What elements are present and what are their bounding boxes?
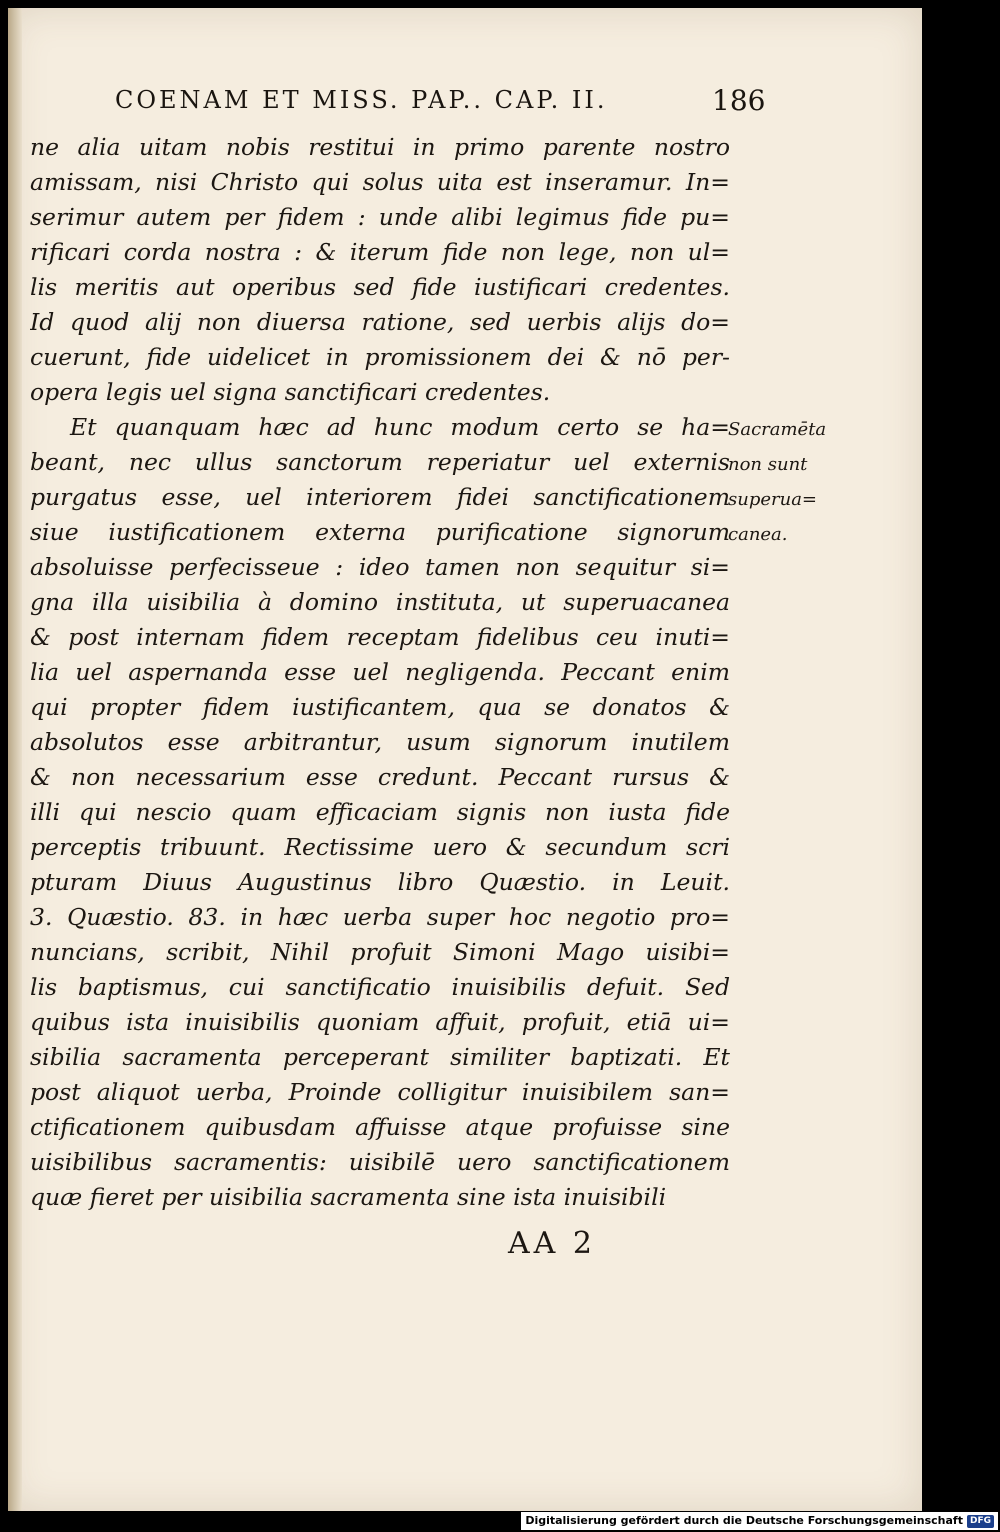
text-block — [30, 130, 730, 1215]
text-line: siue iustificationem externa purificatione signorum — [30, 518, 730, 546]
text-line: & non necessarium esse credunt. Peccant rursus & — [30, 763, 730, 791]
text-line: rificari corda nostra : & iterum fide non lege, non ul= — [30, 238, 730, 266]
text-line: absolutos esse arbitrantur, usum signorum inutilem — [30, 728, 730, 756]
text-line: illi qui nescio quam efficaciam signis non iusta fide — [30, 798, 730, 826]
text-line: ne alia uitam nobis restitui in primo parente nostro — [30, 133, 730, 161]
marginal-note-line: superua= — [728, 489, 818, 510]
text-line: beant, nec ullus sanctorum reperiatur uel externis — [30, 448, 730, 476]
dfg-logo-icon: DFG — [967, 1515, 994, 1528]
text-line: quibus ista inuisibilis quoniam affuit, profuit, etiā ui= — [30, 1008, 730, 1036]
text-line: amissam, nisi Christo qui solus uita est inseramur. In= — [30, 168, 730, 196]
page-gutter-edge — [8, 8, 22, 1511]
text-line: lis baptismus, cui sanctificatio inuisibilis defuit. Sed — [30, 973, 730, 1001]
text-line: ctificationem quibusdam affuisse atque profuisse sine — [30, 1113, 730, 1141]
text-line: opera legis uel signa sanctificari credentes. — [30, 378, 551, 406]
marginal-note-line: Sacramēta — [728, 419, 827, 440]
text-line: qui propter fidem iustificantem, qua se donatos & — [30, 693, 730, 721]
running-title: COENAM ET MISS. PAP.. CAP. II. — [115, 86, 608, 114]
text-line: absoluisse perfecisseue : ideo tamen non sequitur si= — [30, 553, 730, 581]
text-line: 3. Quæstio. 83. in hæc uerba super hoc negotio pro= — [30, 903, 730, 931]
marginal-note-line: canea. — [728, 524, 788, 545]
signature-mark: AA 2 — [508, 1226, 596, 1261]
marginal-note-line: non sunt — [728, 454, 808, 475]
text-line: lis meritis aut operibus sed fide iustificari credentes. — [30, 273, 730, 301]
text-line: Id quod alij non diuersa ratione, sed uerbis alijs do= — [30, 308, 730, 336]
text-line: & post internam fidem receptam fidelibus ceu inuti= — [30, 623, 730, 651]
text-line: uisibilibus sacramentis: uisibilē uero sanctificationem — [30, 1148, 730, 1176]
credit-text: Digitalisierung gefördert durch die Deutsche Forschungsgemeinschaft — [525, 1514, 963, 1527]
text-line: Et quanquam hæc ad hunc modum certo se ha= — [70, 413, 730, 441]
text-line: quæ fieret per uisibilia sacramenta sine ista inuisibili — [30, 1183, 667, 1211]
digitization-credit — [521, 1512, 998, 1530]
text-line: nuncians, scribit, Nihil profuit Simoni Mago uisibi= — [30, 938, 730, 966]
text-line: purgatus esse, uel interiorem fidei sanctificationem — [30, 483, 730, 511]
text-line: cuerunt, fide uidelicet in promissionem dei & nō per- — [30, 343, 730, 371]
text-line: pturam Diuus Augustinus libro Quæstio. in Leuit. — [30, 868, 730, 896]
text-line: post aliquot uerba, Proinde colligitur inuisibilem san= — [30, 1078, 730, 1106]
page-number: 186 — [712, 84, 766, 117]
text-line: lia uel aspernanda esse uel negligenda. Peccant enim — [30, 658, 730, 686]
text-line: serimur autem per fidem : unde alibi legimus fide pu= — [30, 203, 730, 231]
text-line: perceptis tribuunt. Rectissime uero & secundum scri — [30, 833, 730, 861]
text-line: sibilia sacramenta perceperant similiter baptizati. Et — [30, 1043, 730, 1071]
text-line: gna illa uisibilia à domino instituta, ut superuacanea — [30, 588, 730, 616]
